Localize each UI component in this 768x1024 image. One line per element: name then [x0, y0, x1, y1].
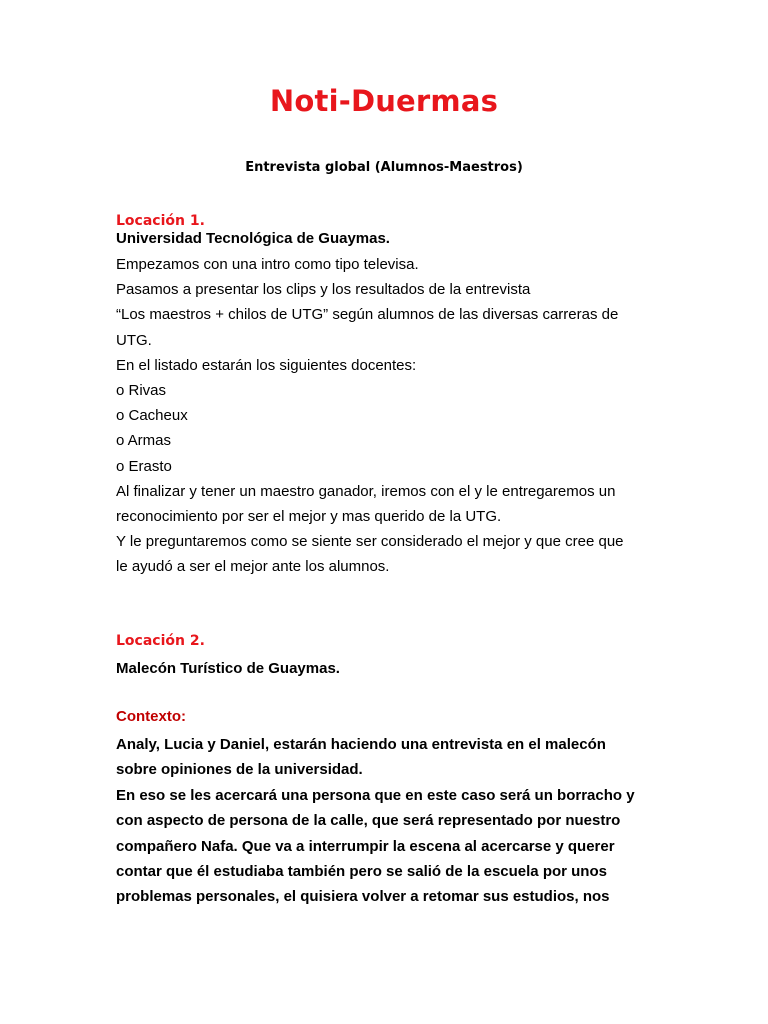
body-line: UTG.: [116, 331, 152, 349]
body-line: le ayudó a ser el mejor ante los alumnos.: [116, 558, 390, 576]
body-line: con aspecto de persona de la calle, que será representado por nuestro: [116, 812, 621, 830]
context-section: [116, 708, 656, 910]
document-subtitle: Entrevista global (Alumnos-Maestros): [245, 160, 523, 175]
body-line: reconocimiento por ser el mejor y mas querido de la UTG.: [116, 508, 502, 526]
body-line: compañero Nafa. Que va a interrumpir la escena al acercarse y querer: [116, 837, 615, 855]
body-line: Y le preguntaremos como se siente ser considerado el mejor y que cree que: [116, 533, 624, 551]
context-heading: Contexto:: [116, 708, 186, 725]
body-line: problemas personales, el quisiera volver a retomar sus estudios, nos: [116, 888, 610, 906]
body-line: Al finalizar y tener un maestro ganador, iremos con el y le entregaremos un: [116, 482, 616, 500]
body-line: Analy, Lucia y Daniel, estarán haciendo una entrevista en el malecón: [116, 736, 606, 753]
location-1-heading: Locación 1.: [116, 213, 205, 229]
body-line: En el listado estarán los siguientes docentes:: [116, 356, 417, 374]
body-line: En eso se les acercará una persona que en este caso será un borracho y: [116, 786, 635, 804]
location-1-place: Universidad Tecnológica de Guaymas.: [116, 230, 390, 247]
location-1-section: [116, 212, 656, 580]
list-item-teacher: o Cacheux: [116, 407, 188, 425]
location-2-section: [116, 632, 656, 678]
location-1-body: [116, 252, 656, 580]
body-line: “Los maestros + chilos de UTG” según alumnos de las diversas carreras de: [116, 306, 619, 324]
context-body: [116, 732, 656, 910]
list-item-teacher: o Rivas: [116, 382, 167, 400]
location-2-heading: Locación 2.: [116, 633, 205, 649]
body-line: Empezamos con una intro como tipo televisa.: [116, 256, 419, 273]
location-2-place: Malecón Turístico de Guaymas.: [116, 660, 340, 677]
document-title: Noti-Duermas: [269, 84, 499, 118]
body-line: contar que él estudiaba también pero se salió de la escuela por unos: [116, 863, 607, 881]
list-item-teacher: o Armas: [116, 432, 172, 450]
body-line: Pasamos a presentar los clips y los resultados de la entrevista: [116, 281, 531, 299]
list-item-teacher: o Erasto: [116, 457, 172, 475]
body-line: sobre opiniones de la universidad.: [116, 761, 363, 779]
